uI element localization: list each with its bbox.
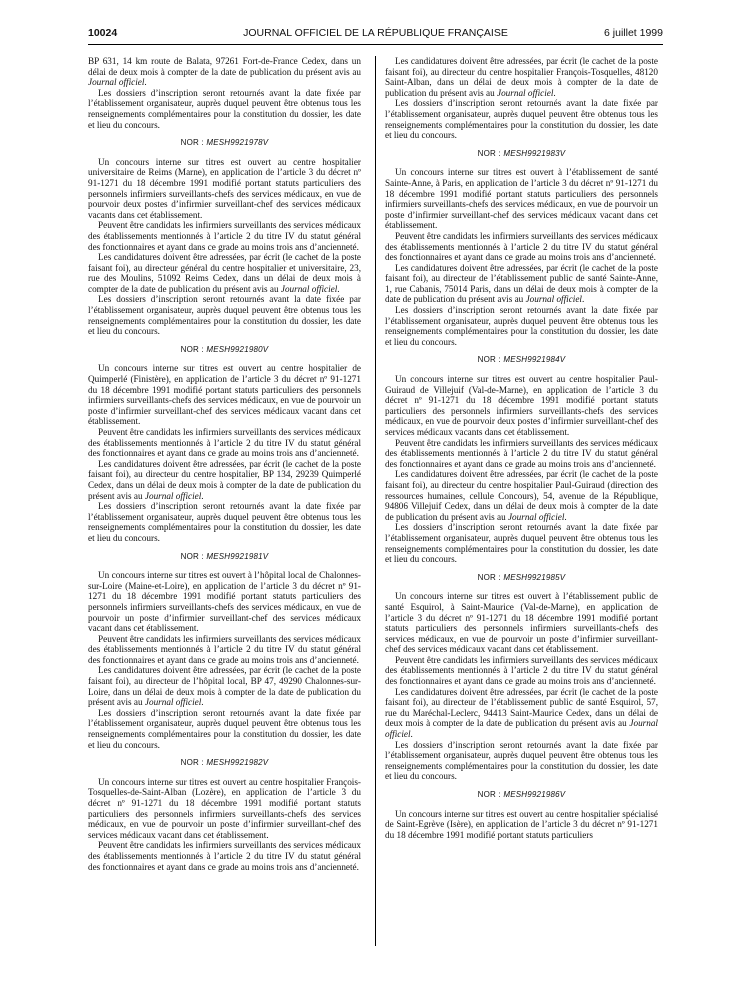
paragraph: Les candidatures doivent être adressées, par écrit (le cachet de la poste faisant foi), au directeur de l’hôpital local, BP 47, 49290 Chalonnes-sur-Loire, dans un délai de deux mois à compter de la date de publication du présent avis au Journal officiel. [88,665,361,708]
paragraph: Un concours interne sur titres est ouvert au centre hospitalier universitaire de Reims (Marne), en application de l’article 3 du décret nº 91-1271 du 18 décembre 1991 modifié portant statuts particuliers des personnels infirmiers surveillants-chefs des services médicaux, en vue de pourvoir deux postes d’infirmier surveillant-chef des services médicaux vacants dans cet établissement. [88,156,361,220]
nor-label: NOR : [180,138,204,148]
journal-reference: Journal officiel [507,511,565,522]
nor-reference [385,790,658,801]
nor-code: MESH9921984V [503,355,566,365]
right-column [385,56,658,840]
nor-reference [88,345,361,356]
journal-reference: Journal officiel [497,87,554,98]
paragraph: Les dossiers d’inscription seront retournés avant la date fixée par l’établissement organisateur, auprès duquel peuvent être obtenus tous les renseignements complémentaires pour la constitution du dossier, les date et lieu du concours. [385,305,658,347]
journal-reference: Journal officiel [280,283,338,294]
nor-reference [385,149,658,160]
journal-reference: Journal officiel [88,77,145,88]
nor-label: NOR : [477,148,501,158]
paragraph-text: Les candidatures doivent être adressées, par écrit (le cachet de la poste faisant foi), au directeur de l’établissement public de santé Esquirol, 57, rue du Maréchal-Leclerc, 94413 Saint-Maurice Cedex, dans un délai de deux mois à compter de la date de publication du présent avis au [385,686,658,729]
nor-code: MESH9921980V [206,344,269,354]
paragraph: Les candidatures doivent être adressées, par écrit (le cachet de la poste faisant foi), au directeur du centre hospitalier Paul-Guiraud (direction des ressources humaines, cellule Concours), 54, avenue de la République, 94806 Villejuif Cedex, dans un délai de deux mois à compter de la date de publication du présent avis au Journal officiel. [385,469,658,522]
paragraph: Les candidatures doivent être adressées, par écrit (le cachet de la poste faisant foi), au directeur de l’établissement public de santé Esquirol, 57, rue du Maréchal-Leclerc, 94413 Saint-Maurice Cedex, dans un délai de deux mois à compter de la date de publication du présent avis au Journal officiel. [385,686,658,740]
paragraph: Un concours interne sur titres est ouvert au centre hospitalier spécialisé de Saint-Egrève (Isère), en application de l’article 3 du décret nº 91-1271 du 18 décembre 1991 modifié portant statuts particuliers [385,808,658,840]
nor-reference [385,355,658,366]
nor-reference [385,573,658,584]
paragraph-text: Les candidatures doivent être adressées, par écrit (le cachet de la poste faisant foi), au directeur du centre hospitalier François-Tosquelles, 48120 Saint-Alban, dans un délai de deux mois à compter de la date de publication du présent avis au [385,56,658,98]
nor-reference [88,552,361,563]
paragraph: Les dossiers d’inscription seront retournés avant la date fixée par l’établissement organisateur, auprès duquel peuvent être obtenus tous les renseignements complémentaires pour la constitution du dossier, les date et lieu du concours. [88,294,361,337]
journal-reference: Journal officiel [525,294,582,305]
nor-label: NOR : [477,355,501,365]
paragraph-text: Les candidatures doivent être adressées, par écrit (le cachet de la poste faisant foi), au directeur du centre hospitalier, BP 134, 29239 Quimperlé Cedex, dans un délai de deux mois à compter de la date de publication du présent avis au [88,458,361,501]
paragraph: Peuvent être candidats les infirmiers surveillants des services médicaux des établissements mentionnés à l’article 2 du titre IV du statut général des fonctionnaires et ayant dans ce grade au moins trois ans d’ancienneté. [88,220,361,252]
nor-code: MESH9921983V [503,148,566,158]
nor-label: NOR : [180,551,204,561]
paragraph-text: Les candidatures doivent être adressées, par écrit (le cachet de la poste faisant foi), au directeur du centre hospitalier Paul-Guiraud (direction des ressources humaines, cellule Concours), 54, avenue de la République, 94806 Villejuif Cedex, dans un délai de deux mois à compter de la date de publication du présent avis au [385,469,658,522]
paragraph: Les dossiers d’inscription seront retournés avant la date fixée par l’établissement organisateur, auprès duquel peuvent être obtenus tous les renseignements complémentaires pour la constitution du dossier, les date et lieu du concours. [88,501,361,543]
paragraph: Les dossiers d’inscription seront retournés avant la date fixée par l’établissement organisateur, auprès duquel peuvent être obtenus tous les renseignements complémentaires pour la constitution du dossier, les date et lieu du concours. [385,98,658,141]
paragraph: Les candidatures doivent être adressées, par écrit (le cachet de la poste faisant foi), au directeur général du centre hospitalier et universitaire, 23, rue des Moulins, 51092 Reims Cedex, dans un délai de deux mois à compter de la date de publication du présent avis au Journal officiel. [88,252,361,294]
paragraph-text: BP 631, 14 km route de Balata, 97261 Fort-de-France Cedex, dans un délai de deux mois à compter de la date de publication du présent avis au [88,56,361,77]
paragraph: Peuvent être candidats les infirmiers surveillants des services médicaux des établissements mentionnés à l’article 2 du titre IV du statut général des fonctionnaires et ayant dans ce grade au moins trois ans d’ancienneté. [385,654,658,687]
paragraph: Les dossiers d’inscription seront retournés avant la date fixée par l’établissement organisateur, auprès duquel peuvent être obtenus tous les renseignements complémentaires pour la constitution du dossier, les date et lieu du concours. [385,522,658,565]
paragraph: Les dossiers d’inscription seront retournés avant la date fixée par l’établissement organisateur, auprès duquel peuvent être obtenus tous les renseignements complémentaires pour la constitution du dossier, les date et lieu du concours. [385,739,658,782]
paragraph: Un concours interne sur titres est ouvert au centre hospitalier Paul-Guiraud de Villejuif (Val-de-Marne), en application de l’article 3 du décret nº 91-1271 du 18 décembre 1991 modifié portant statuts particuliers des personnels infirmiers surveillants-chefs des services médicaux, en vue de pourvoir deux postes d’infirmier surveillant-chef des services médicaux vacants dans cet établissement. [385,374,658,437]
paragraph: Peuvent être candidats les infirmiers surveillants des services médicaux des établissements mentionnés à l’article 2 du titre IV du statut général des fonctionnaires et ayant dans ce grade au moins trois ans d’ancienneté. [88,633,361,665]
paragraph: Peuvent être candidats les infirmiers surveillants des services médicaux des établissements mentionnés à l’article 2 du titre IV du statut général des fonctionnaires et ayant dans ce grade au moins trois ans d’ancienneté. [88,840,361,872]
nor-code: MESH9921978V [206,138,269,148]
paragraph: Les candidatures doivent être adressées, par écrit (le cachet de la poste faisant foi), au directeur du centre hospitalier François-Tosquelles, 48120 Saint-Alban, dans un délai de deux mois à compter de la date de publication du présent avis au Journal officiel. [385,56,658,98]
journal-reference: Journal officiel [385,718,658,740]
paragraph: Un concours interne sur titres est ouvert au centre hospitalier François-Tosquelles-de-Saint-Alban (Lozère), en application de l’article 3 du décret nº 91-1271 du 18 décembre 1991 modifié portant statuts particuliers des personnels infirmiers surveillants-chefs des services médicaux, en vue de pourvoir un poste d’infirmier surveillant-chef des services médicaux vacant dans cet établissement. [88,776,361,840]
nor-label: NOR : [477,790,501,799]
journal-title: JOURNAL OFFICIEL DE LA RÉPUBLIQUE FRANÇAISE [243,27,508,39]
paragraph-text: Les candidatures doivent être adressées, par écrit (le cachet de la poste faisant foi), au directeur de l’hôpital local, BP 47, 49290 Chalonnes-sur-Loire, dans un délai de deux mois à compter de la date de publication du présent avis au [88,665,361,708]
paragraph: Peuvent être candidats les infirmiers surveillants des services médicaux des établissements mentionnés à l’article 2 du titre IV du statut général des fonctionnaires et ayant dans ce grade au moins trois ans d’ancienneté. [385,230,658,263]
journal-reference: Journal officiel [144,697,202,708]
page-number: 10024 [88,27,118,39]
paragraph: Les candidatures doivent être adressées, par écrit (le cachet de la poste faisant foi), au directeur du centre hospitalier, BP 134, 29239 Quimperlé Cedex, dans un délai de deux mois à compter de la date de publication du présent avis au Journal officiel. [88,458,361,501]
nor-label: NOR : [180,344,204,354]
paragraph-text: Les candidatures doivent être adressées, par écrit (le cachet de la poste faisant foi), au directeur de l’établissement public de santé Sainte-Anne, 1, rue Cabanis, 75014 Paris, dans un délai de deux mois à compter de la date de publication du présent avis au [385,262,658,305]
paragraph: BP 631, 14 km route de Balata, 97261 Fort-de-France Cedex, dans un délai de deux mois à compter de la date de publication du présent avis au Journal officiel. [88,56,361,88]
paragraph: Les candidatures doivent être adressées, par écrit (le cachet de la poste faisant foi), au directeur de l’établissement public de santé Sainte-Anne, 1, rue Cabanis, 75014 Paris, dans un délai de deux mois à compter de la date de publication du présent avis au Journal officiel. [385,262,658,305]
issue-date: 6 juillet 1999 [604,27,663,39]
nor-code: MESH9921986V [503,790,566,799]
nor-label: NOR : [180,758,204,768]
nor-reference [88,138,361,149]
nor-code: MESH9921982V [206,758,269,768]
paragraph: Un concours interne sur titres est ouvert à l’établissement de santé Sainte-Anne, à Paris, en application de l’article 3 du décret nº 91-1271 du 18 décembre 1991 modifié portant statuts particuliers des personnels infirmiers surveillants-chefs des services médicaux, en vue de pourvoir un poste d’infirmier surveillant-chef des services médicaux vacant dans cet établissement. [385,167,658,231]
paragraph: Les dossiers d’inscription seront retournés avant la date fixée par l’établissement organisateur, auprès duquel peuvent être obtenus tous les renseignements complémentaires pour la constitution du dossier, les date et lieu du concours. [88,87,361,130]
paragraph: Un concours interne sur titres est ouvert à l’hôpital local de Chalonnes-sur-Loire (Maine-et-Loire), en application de l’article 3 du décret nº 91-1271 du 18 décembre 1991 modifié portant statuts particuliers des personnels infirmiers surveillants-chefs des services médicaux, en vue de pourvoir un poste d’infirmier surveillant-chef des services médicaux vacant dans cet établissement. [88,570,361,634]
nor-code: MESH9921985V [503,572,566,582]
paragraph: Un concours interne sur titres est ouvert au centre hospitalier de Quimperlé (Finistère), en application de l’article 3 du décret nº 91-1271 du 18 décembre 1991 modifié portant statuts particuliers des personnels infirmiers surveillants-chefs des services médicaux, en vue de pourvoir un poste d’infirmier surveillant-chef des services médicaux vacant dans cet établissement. [88,363,361,427]
left-column [88,56,361,872]
paragraph: Peuvent être candidats les infirmiers surveillants des services médicaux des établissements mentionnés à l’article 2 du titre IV du statut général des fonctionnaires et ayant dans ce grade au moins trois ans d’ancienneté. [385,437,658,469]
nor-label: NOR : [477,572,501,582]
nor-code: MESH9921981V [206,551,269,561]
page-header [88,26,663,45]
paragraph: Peuvent être candidats les infirmiers surveillants des services médicaux des établissements mentionnés à l’article 2 du titre IV du statut général des fonctionnaires et ayant dans ce grade au moins trois ans d’ancienneté. [88,427,361,459]
nor-reference [88,758,361,769]
journal-reference: Journal officiel [144,490,202,501]
paragraph-text: Les candidatures doivent être adressées, par écrit (le cachet de la poste faisant foi), au directeur général du centre hospitalier et universitaire, 23, rue des Moulins, 51092 Reims Cedex, dans un délai de deux mois à compter de la date de publication du présent avis au [88,252,361,294]
paragraph: Les dossiers d’inscription seront retournés avant la date fixée par l’établissement organisateur, auprès duquel peuvent être obtenus tous les renseignements complémentaires pour la constitution du dossier, les date et lieu du concours. [88,707,361,750]
column-divider [375,56,376,946]
paragraph: Un concours interne sur titres est ouvert à l’établissement public de santé Esquirol, à Saint-Maurice (Val-de-Marne), en application de l’article 3 du décret nº 91-1271 du 18 décembre 1991 modifié portant statuts particuliers des personnels infirmiers surveillants-chefs des services médicaux, en vue de pourvoir un poste d’infirmier surveillant-chef des services médicaux vacant dans cet établissement. [385,591,658,655]
